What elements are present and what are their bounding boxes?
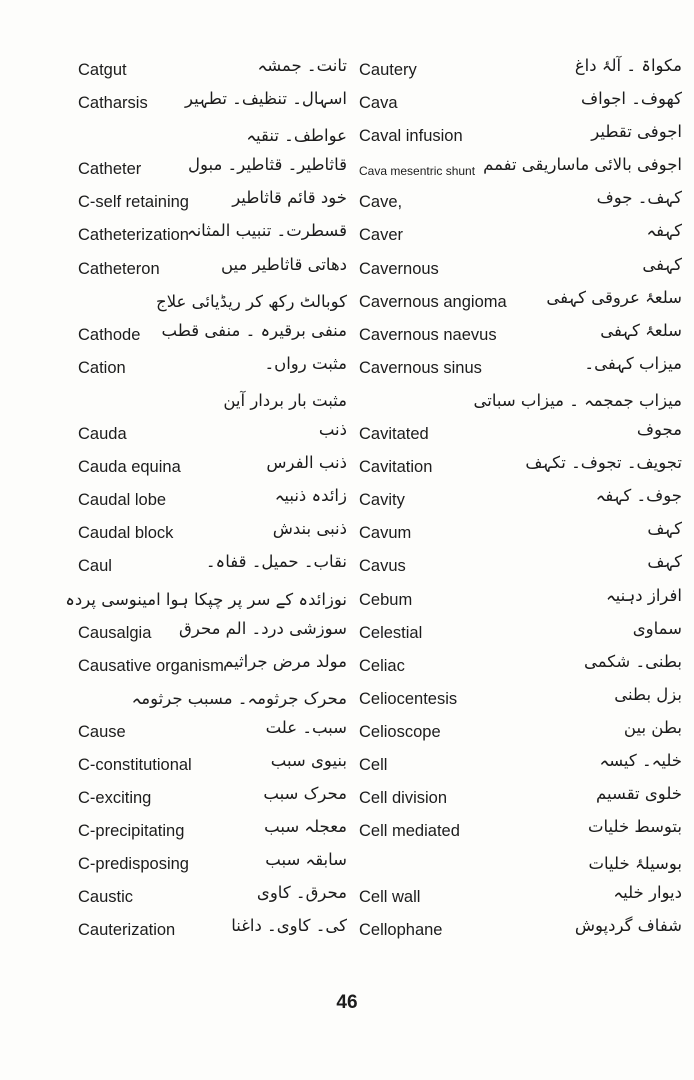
- urdu-translation: محرق۔ کاوی: [256, 883, 347, 903]
- english-term: Cebum: [359, 590, 413, 609]
- dictionary-entry: [347, 120, 694, 153]
- english-term: Cautery: [359, 61, 417, 79]
- urdu-translation: کہفہ: [646, 221, 682, 241]
- dictionary-entry: [0, 749, 347, 782]
- urdu-translation: بوسیلۂ خلیات: [588, 854, 682, 874]
- english-term: Caul: [78, 557, 112, 576]
- dictionary-entry: [347, 54, 694, 87]
- dictionary-entry: [347, 219, 694, 252]
- english-term: Cell: [359, 755, 388, 774]
- english-term: Cavernous sinus: [359, 358, 482, 377]
- english-term: Cauterization: [78, 921, 176, 940]
- english-term: Catheter: [78, 160, 142, 179]
- dictionary-entry: [347, 650, 694, 683]
- urdu-translation: اسہال۔ تنظیف۔ تطہیر: [185, 89, 347, 109]
- urdu-translation: مثبت رواں۔: [264, 353, 347, 373]
- dictionary-entry: [347, 881, 694, 914]
- dictionary-entry: [347, 584, 694, 617]
- dictionary-entry: [0, 848, 347, 881]
- urdu-translation: کوبالٹ رکھ کر ریڈیائی علاج: [156, 291, 347, 311]
- dictionary-entry: [347, 815, 694, 848]
- dictionary-entry: [0, 716, 347, 749]
- dictionary-entry: [347, 352, 694, 385]
- dictionary-entry: [347, 319, 694, 352]
- urdu-translation: معجلہ سبب: [264, 817, 347, 837]
- english-term: Cavernous naevus: [359, 325, 497, 344]
- urdu-translation: کہف۔ جوف: [596, 188, 682, 208]
- english-term: C-self retaining: [78, 193, 189, 212]
- dictionary-entry: [347, 253, 694, 286]
- english-term: Caudal block: [78, 524, 174, 543]
- urdu-translation: سلعۂ کہفی: [600, 320, 682, 340]
- urdu-translation: عواطف۔ تنقیہ: [246, 126, 347, 146]
- dictionary-entry: [347, 617, 694, 650]
- urdu-translation: مثبت بار بردار آین: [223, 390, 347, 410]
- dictionary-entry: [347, 484, 694, 517]
- dictionary-entry: [0, 451, 347, 484]
- urdu-translation: بنیوی سبب: [270, 750, 347, 770]
- urdu-translation: مجوف: [636, 420, 682, 440]
- urdu-translation: کہفی: [642, 254, 682, 274]
- dictionary-entry: [347, 153, 694, 186]
- urdu-translation: ذنب: [318, 420, 347, 440]
- urdu-translation: خلوی تقسیم: [596, 784, 682, 804]
- english-term: Cava: [359, 94, 398, 113]
- dictionary-entry: [0, 782, 347, 815]
- english-term: Celioscope: [359, 722, 441, 741]
- dictionary-entry: [0, 219, 347, 252]
- dictionary-entry: [0, 517, 347, 550]
- english-term: Caver: [359, 226, 404, 245]
- dictionary-entry: [0, 418, 347, 451]
- urdu-translation: سبب۔ علت: [265, 717, 347, 737]
- dictionary-entry: [0, 186, 347, 219]
- urdu-translation: مولد مرض جراثیم: [223, 651, 347, 671]
- urdu-translation: محرک سبب: [263, 784, 347, 804]
- urdu-translation: قاثاطیر۔ قثاطیر۔ مبول: [187, 155, 347, 175]
- dictionary-entry: [347, 186, 694, 219]
- urdu-translation: منفی برقیرہ ۔ منفی قطب: [161, 320, 347, 340]
- english-term: Cell division: [359, 789, 448, 808]
- urdu-translation: تجویف۔ تجوف۔ تکہف: [525, 453, 682, 473]
- dictionary-entry: [0, 683, 347, 716]
- dictionary-entry: [347, 683, 694, 716]
- urdu-translation: خود قائم قاثاطیر: [232, 188, 347, 208]
- english-term: Cause: [78, 722, 126, 741]
- dictionary-entry: [0, 914, 347, 947]
- english-term: Cavernous angioma: [359, 292, 507, 311]
- urdu-translation: اجوفی بالائی ماساریقی تفمم: [483, 155, 682, 175]
- english-term: Celiocentesis: [359, 689, 458, 708]
- urdu-translation: سماوی: [632, 618, 682, 638]
- english-term: C-constitutional: [78, 755, 192, 774]
- english-term: Cave,: [359, 193, 403, 212]
- urdu-translation: قسطرت۔ تنبیب المثانہ: [186, 221, 347, 241]
- dictionary-entry: [0, 286, 347, 319]
- english-term: C-exciting: [78, 789, 152, 808]
- english-term: Catheteron: [78, 259, 160, 278]
- dictionary-entry: [0, 319, 347, 352]
- dictionary-entry: [0, 550, 347, 583]
- urdu-translation: زائدہ ذنبیہ: [274, 486, 347, 506]
- english-term: Catharsis: [78, 94, 148, 113]
- dictionary-entry: [347, 716, 694, 749]
- urdu-translation: سابقہ سبب: [265, 850, 347, 870]
- english-term: Catgut: [78, 61, 127, 79]
- english-term: Cavity: [359, 491, 405, 510]
- dictionary-entry: [0, 484, 347, 517]
- dictionary-entry: [0, 584, 347, 617]
- urdu-translation: سلعۂ عروقی کہفی: [546, 287, 682, 307]
- urdu-translation: بطنی۔ شکمی: [583, 651, 682, 671]
- english-term: Cauda: [78, 425, 127, 444]
- dictionary-entry: [347, 914, 694, 947]
- dictionary-entry: [347, 451, 694, 484]
- urdu-translation: کہف: [647, 552, 682, 572]
- dictionary-entry: [0, 352, 347, 385]
- dictionary-entry: [347, 385, 694, 418]
- english-term: Caustic: [78, 888, 134, 907]
- urdu-translation: کی۔ کاوی۔ داغنا: [231, 916, 347, 936]
- dictionary-entry: [0, 253, 347, 286]
- english-term: Caudal lobe: [78, 491, 167, 510]
- urdu-translation: بزل بطنی: [614, 684, 682, 704]
- urdu-translation: تانت۔ جمشہ: [257, 56, 347, 75]
- urdu-translation: ذنبی بندش: [272, 519, 347, 539]
- urdu-translation: نوزائدہ کے سر پر چپکا ہوا امینوسی پردہ: [65, 589, 347, 609]
- english-term: Caval infusion: [359, 127, 463, 146]
- english-term: Cauda equina: [78, 458, 181, 477]
- english-term: Celiac: [359, 656, 405, 675]
- dictionary-entry: [347, 87, 694, 120]
- dictionary-entry: [347, 782, 694, 815]
- english-term: C-precipitating: [78, 822, 185, 841]
- urdu-translation: کھوف۔ اجواف: [581, 89, 682, 109]
- dictionary-entry: [0, 650, 347, 683]
- english-term: Cellophane: [359, 921, 443, 940]
- dictionary-entry: [0, 385, 347, 418]
- english-term: Cathode: [78, 325, 141, 344]
- dictionary-entry: [0, 815, 347, 848]
- english-term: Cavitation: [359, 458, 433, 477]
- urdu-translation: شفاف گردپوش: [574, 916, 682, 936]
- dictionary-entry: [347, 848, 694, 881]
- urdu-translation: کہف: [647, 519, 682, 539]
- dictionary-entry: [347, 286, 694, 319]
- english-term: Causative organism: [78, 656, 224, 675]
- dictionary-entry: [347, 550, 694, 583]
- english-term: C-predisposing: [78, 855, 189, 874]
- urdu-translation: میزاب جمجمہ ۔ میزاب سباتی: [473, 390, 682, 410]
- dictionary-entry: [347, 749, 694, 782]
- urdu-translation: مکواۃ ۔ آلۂ داغ: [574, 56, 682, 75]
- urdu-translation: سوزشی درد۔ الم محرق: [179, 618, 347, 638]
- urdu-translation: افراز دہنیہ: [605, 585, 682, 605]
- dictionary-entry: [0, 87, 347, 120]
- english-term: Causalgia: [78, 623, 152, 642]
- urdu-translation: اجوفی تقطیر: [591, 122, 682, 142]
- page-number: 46: [336, 992, 358, 1013]
- urdu-translation: دھاتی قاثاطیر میں: [220, 254, 347, 274]
- english-term: Cell wall: [359, 888, 421, 907]
- dictionary-entry: [0, 54, 347, 87]
- left-column: [0, 54, 347, 948]
- dictionary-entry: [0, 153, 347, 186]
- urdu-translation: دیوار خلیہ: [613, 883, 682, 903]
- english-term: Catheterization: [78, 226, 189, 245]
- urdu-translation: نقاب۔ حمیل۔ قفاہ۔: [205, 552, 347, 572]
- dictionary-entry: [0, 881, 347, 914]
- dictionary-entry: [0, 617, 347, 650]
- urdu-translation: ذنب الفرس: [266, 453, 347, 473]
- english-term: Cell mediated: [359, 822, 460, 841]
- dictionary-entry: [347, 418, 694, 451]
- english-term: Cavitated: [359, 425, 429, 444]
- urdu-translation: جوف۔ کہفہ: [595, 486, 682, 506]
- dictionary-entry: [347, 517, 694, 550]
- english-term: Cavernous: [359, 259, 439, 278]
- english-term: Cavus: [359, 557, 406, 576]
- right-column: [347, 54, 694, 948]
- english-term: Cation: [78, 358, 126, 377]
- urdu-translation: میزاب کہفی۔: [584, 353, 682, 373]
- dictionary-entry: [0, 120, 347, 153]
- urdu-translation: بتوسط خلیات: [587, 817, 682, 837]
- english-term: Celestial: [359, 623, 423, 642]
- urdu-translation: بطن بین: [623, 717, 682, 737]
- urdu-translation: خلیہ۔ کیسہ: [599, 750, 682, 770]
- english-term: Cava mesentric shunt: [359, 164, 476, 179]
- urdu-translation: محرک جرثومہ۔ مسبب جرثومہ: [131, 688, 347, 708]
- english-term: Cavum: [359, 524, 412, 543]
